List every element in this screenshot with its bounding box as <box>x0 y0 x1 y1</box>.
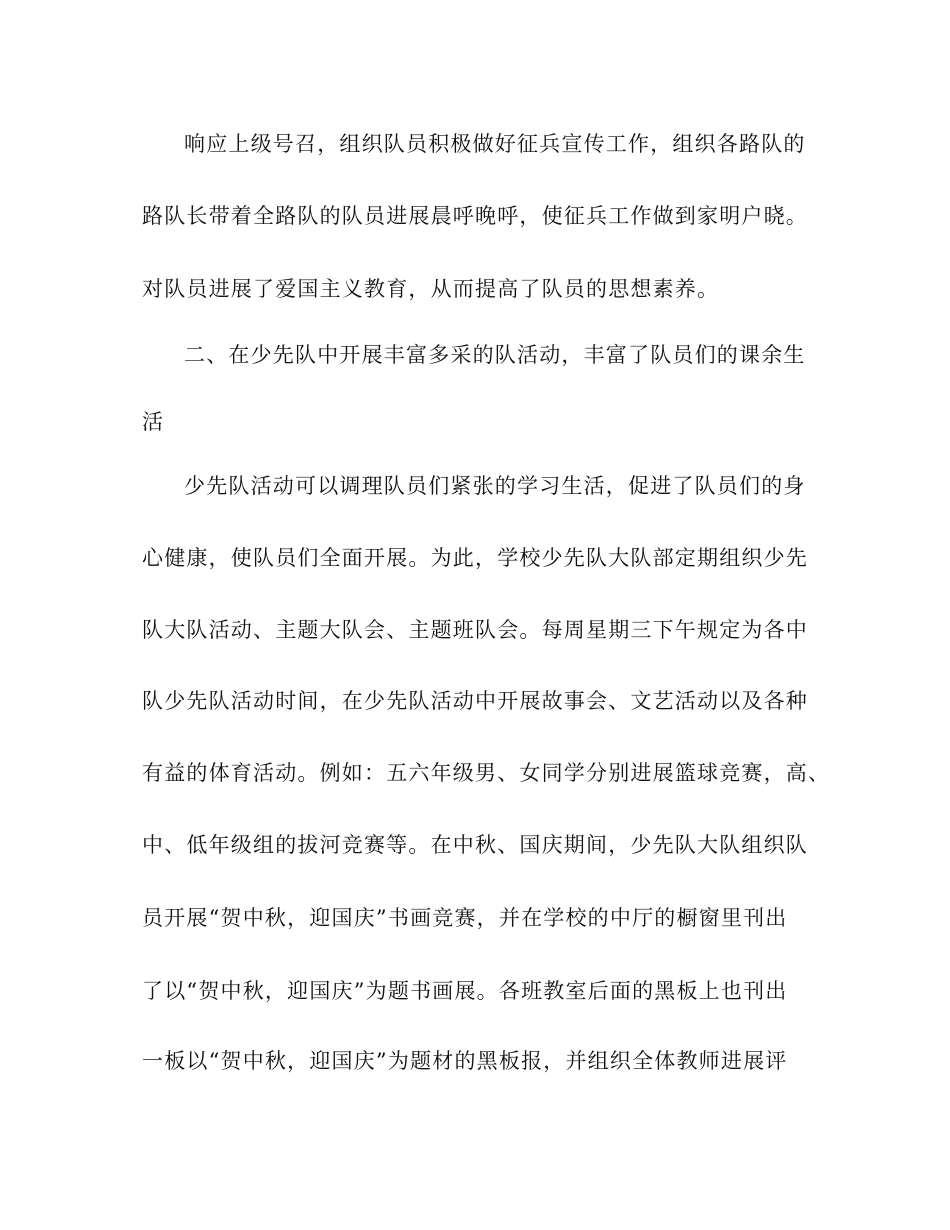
paragraph-line: 对队员进展了爱国主义教育，从而提高了队员的思想素养。 <box>142 277 720 301</box>
paragraph-line: 一板以“贺中秋，迎国庆”为题材的黑板报，并组织全体教师进展评 <box>142 1049 788 1073</box>
paragraph-line: 队少先队活动时间，在少先队活动中开展故事会、文艺活动以及各种 <box>142 689 808 713</box>
section-heading-line: 二、在少先队中开展丰富多采的队活动，丰富了队员们的课余生 <box>184 343 806 367</box>
paragraph-line: 中、低年级组的拔河竞赛等。在中秋、国庆期间，少先队大队组织队 <box>142 833 808 857</box>
paragraph-line: 有益的体育活动。例如：五六年级男、女同学分别进展篮球竞赛，高、 <box>142 761 831 785</box>
paragraph-line: 路队长带着全路队的队员进展晨呼晚呼，使征兵工作做到家明户晓。 <box>142 204 808 228</box>
section-heading-line: 活 <box>142 410 165 434</box>
paragraph-line: 队大队活动、主题大队会、主题班队会。每周星期三下午规定为各中 <box>142 618 808 642</box>
paragraph-line: 少先队活动可以调理队员们紧张的学习生活，促进了队员们的身 <box>184 474 806 498</box>
paragraph-line: 了以“贺中秋，迎国庆”为题书画展。各班教室后面的黑板上也刊出 <box>142 979 788 1003</box>
paragraph-line: 心健康，使队员们全面开展。为此，学校少先队大队部定期组织少先 <box>142 546 808 570</box>
paragraph-line: 员开展“贺中秋，迎国庆”书画竞赛，并在学校的中厅的橱窗里刊出 <box>142 906 788 930</box>
paragraph-line: 响应上级号召，组织队员积极做好征兵宣传工作，组织各路队的 <box>184 132 806 156</box>
